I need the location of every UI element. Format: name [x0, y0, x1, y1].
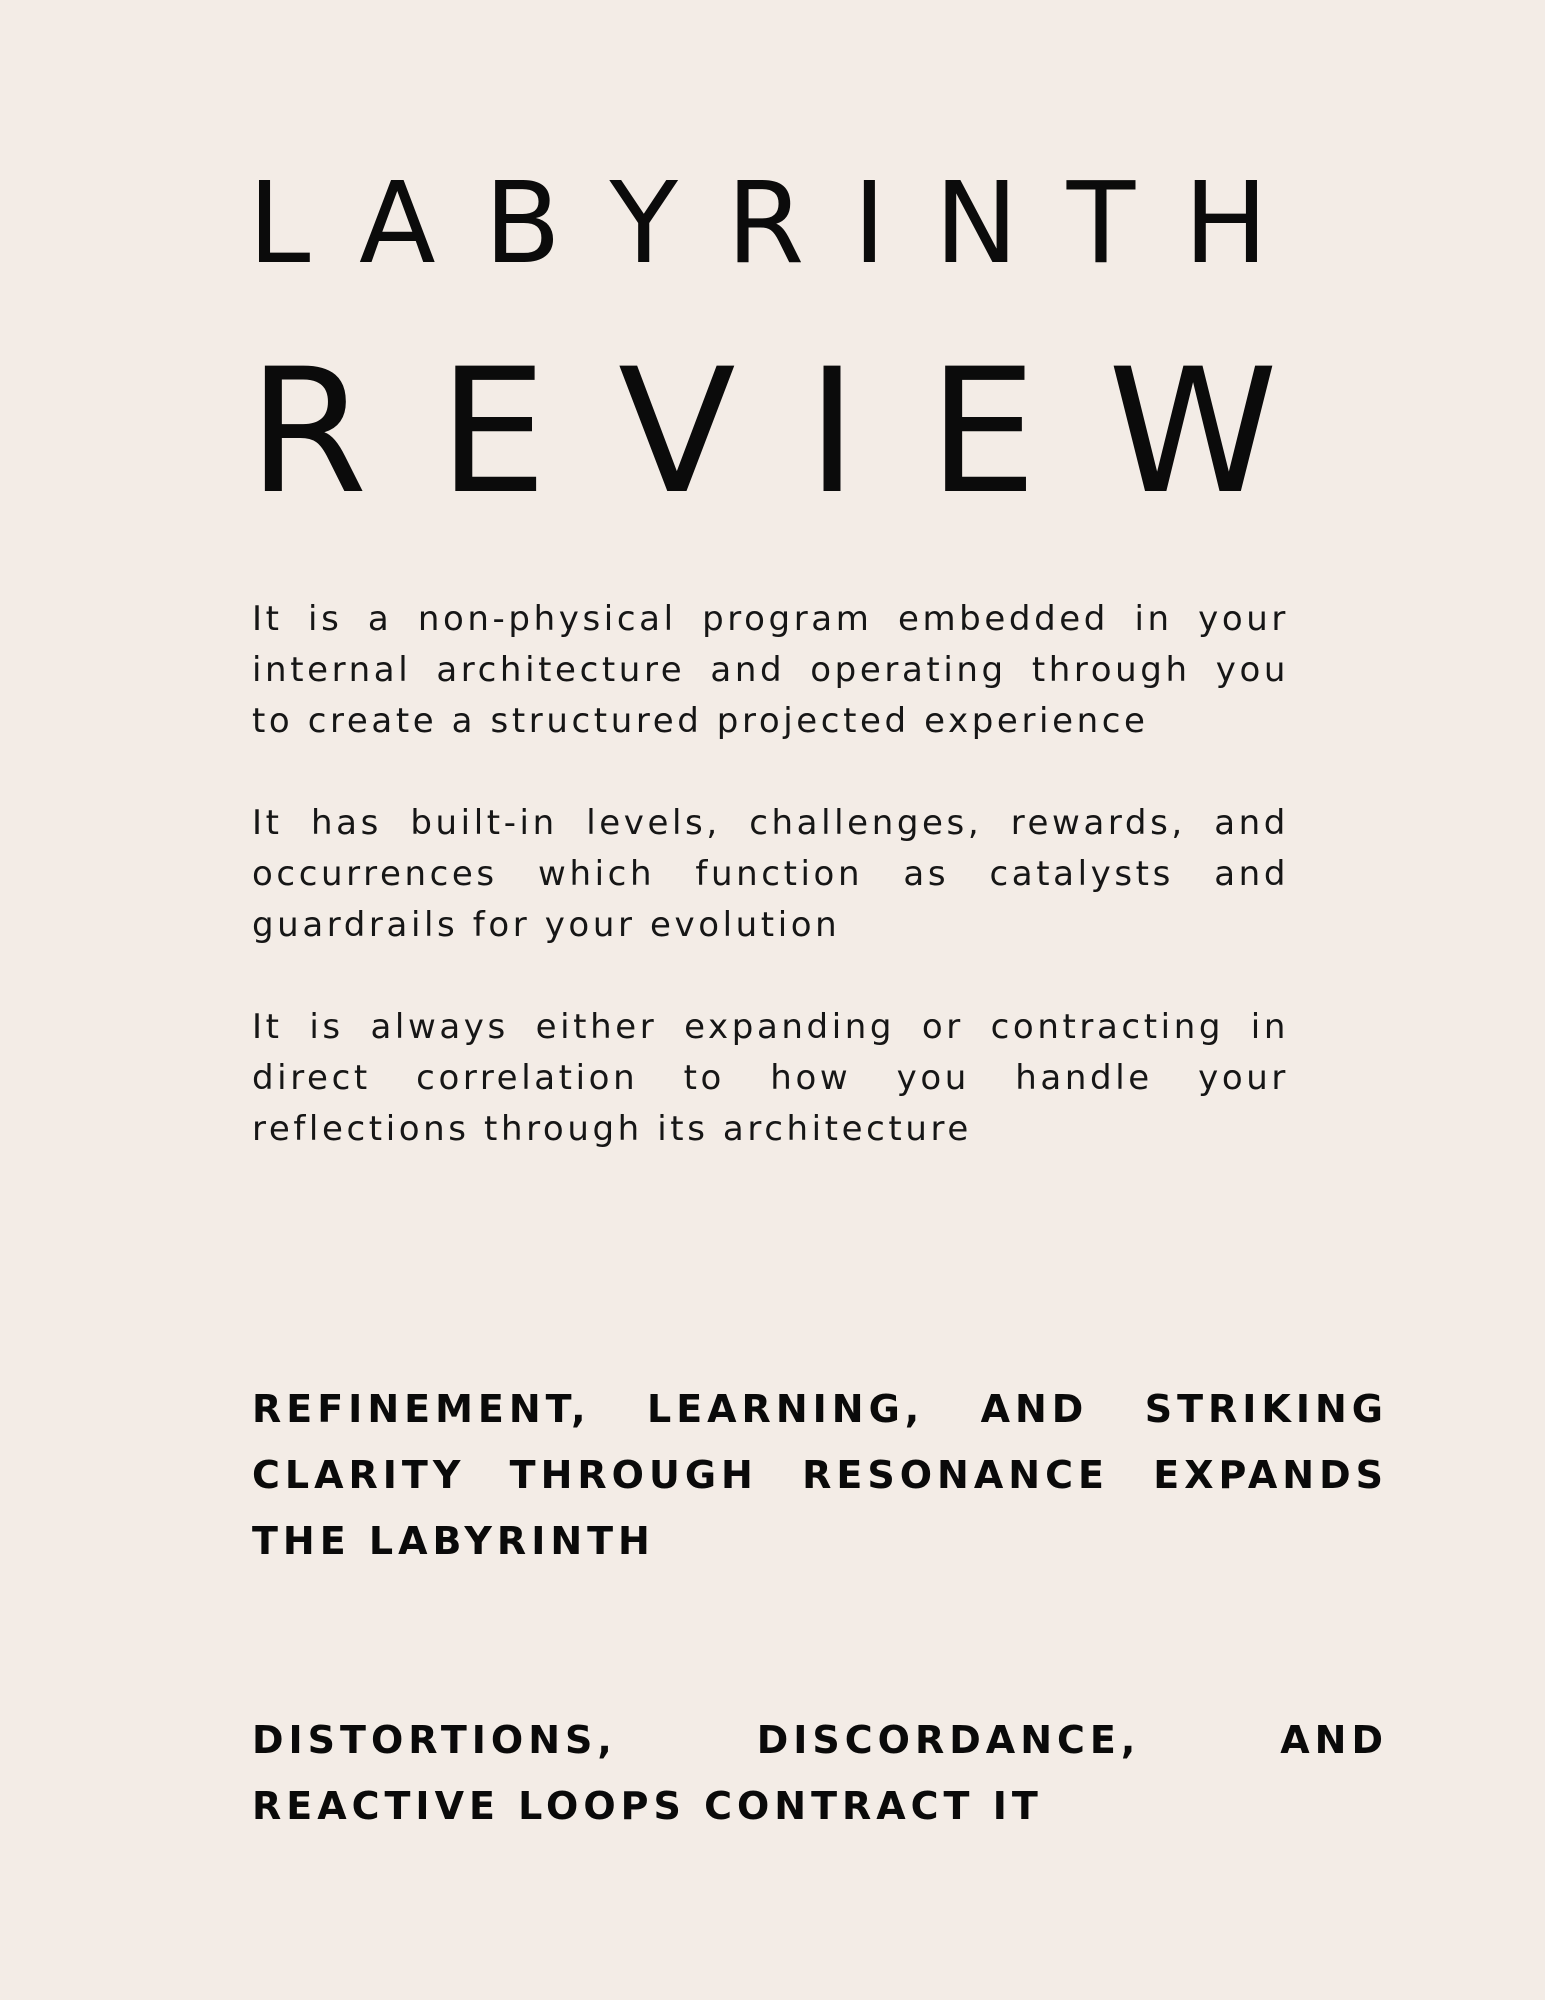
- title-letter: V: [618, 331, 736, 532]
- title-letter: E: [438, 331, 548, 532]
- paragraph-expanding: It is always either expanding or contracting in direct correlation to how you handle your reflections through its architecture: [252, 1007, 1289, 1149]
- title-review: [248, 331, 1278, 532]
- title-letter: H: [1183, 159, 1268, 289]
- title-letter: I: [806, 331, 858, 532]
- title-letter: A: [358, 159, 436, 289]
- title-letter: B: [484, 159, 561, 289]
- title-letter: L: [248, 159, 311, 289]
- title-letter: N: [934, 159, 1019, 289]
- title-labyrinth: [248, 159, 1268, 289]
- title-letter: I: [852, 159, 886, 289]
- title-letter: R: [726, 159, 805, 289]
- title-letter: W: [1107, 331, 1278, 532]
- title-letter: T: [1066, 159, 1136, 289]
- paragraph-program: It is a non-physical program embedded in your internal architecture and operating through you to create a structured projected experience: [252, 599, 1289, 741]
- title-letter: Y: [609, 159, 678, 289]
- statement-contracts: DISTORTIONS, DISCORDANCE, AND REACTIVE LOOPS CONTRACT IT: [252, 1718, 1388, 1828]
- title-letter: R: [248, 331, 368, 532]
- title-letter: E: [928, 331, 1037, 532]
- statement-expands: REFINEMENT, LEARNING, AND STRIKING CLARITY THROUGH RESONANCE EXPANDS THE LABYRINTH: [252, 1387, 1388, 1563]
- paragraph-levels: It has built-in levels, challenges, rewards, and occurrences which function as catalysts and guardrails for your evolution: [252, 803, 1289, 945]
